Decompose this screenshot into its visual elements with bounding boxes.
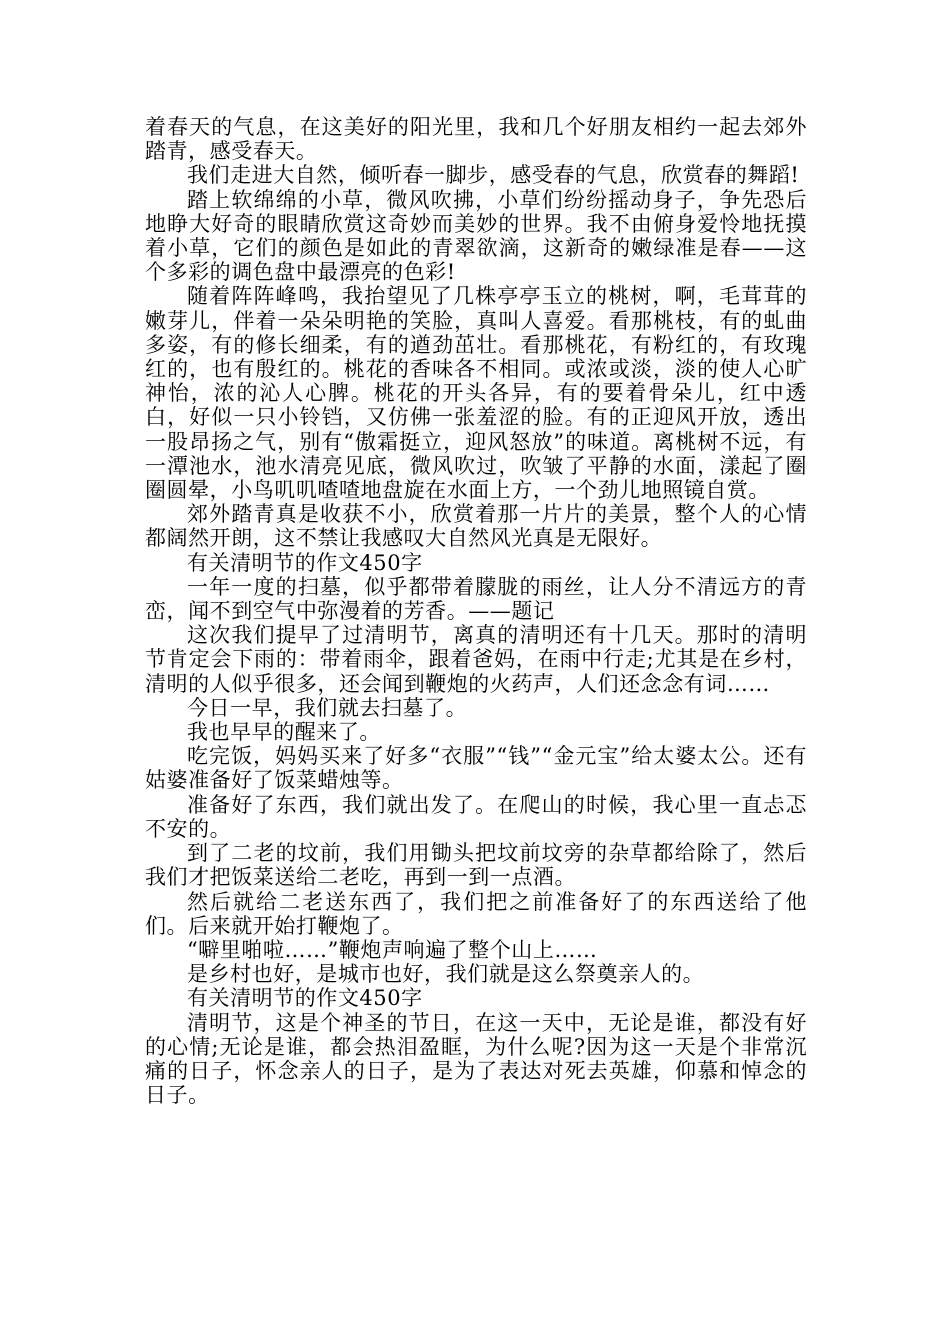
essay-heading: 有关清明节的作文450字 bbox=[187, 986, 423, 1011]
paragraph: 郊外踏青真是收获不小，欣赏着那一片片的美景，整个人的心情都阔然开朗，这不禁让我感叹大自然风光真是无限好。 bbox=[145, 502, 807, 551]
paragraph: 这次我们提早了过清明节，离真的清明还有十几天。那时的清明节肯定会下雨的：带着雨伞，跟着爸妈，在雨中行走;尤其是在乡村，清明的人似乎很多，还会闻到鞭炮的火药声，人们还念念有词…… bbox=[145, 623, 807, 696]
paragraph: 吃完饭，妈妈买来了好多“衣服”“钱”“金元宝”给太婆太公。还有姑婆准备好了饭菜蜡烛等。 bbox=[145, 744, 807, 793]
paragraph: 今日一早，我们就去扫墓了。 bbox=[187, 695, 468, 720]
document-page bbox=[145, 115, 807, 1107]
paragraph: 随着阵阵峰鸣，我抬望见了几株亭亭玉立的桃树，啊，毛茸茸的嫩芽儿，伴着一朵朵明艳的笑脸，真叫人喜爱。看那桃枝，有的虬曲多姿，有的修长细柔，有的遒劲茁壮。看那桃花，有粉红的，有玫瑰红的，也有殷红的。桃花的香味各不相同。或浓或淡，淡的使人心旷神怡，浓的沁人心脾。桃花的开头各异，有的要着骨朵儿，红中透白，好似一只小铃铛，又仿佛一张羞涩的脸。有的正迎风开放，透出一股昂扬之气，别有“傲霜挺立，迎风怒放”的味道。离桃树不远，有一潭池水，池水清亮见底，微风吹过，吹皱了平静的水面，漾起了圈圈圆晕，小鸟叽叽喳喳地盘旋在水面上方，一个劲儿地照镜自赏。 bbox=[145, 284, 807, 503]
paragraph: 然后就给二老送东西了，我们把之前准备好了的东西送给了他们。后来就开始打鞭炮了。 bbox=[145, 889, 807, 938]
paragraph: “噼里啪啦……”鞭炮声响遍了整个山上…… bbox=[187, 937, 598, 962]
paragraph: 一年一度的扫墓，似乎都带着朦胧的雨丝，让人分不清远方的青峦，闻不到空气中弥漫着的芳香。——题记 bbox=[145, 574, 807, 624]
paragraph: 踏上软绵绵的小草，微风吹拂，小草们纷纷摇动身子，争先恐后地睁大好奇的眼睛欣赏这奇妙而美妙的世界。我不由俯身爱怜地抚摸着小草，它们的颜色是如此的青翠欲滴，这新奇的嫩绿准是春——这个多彩的调色盘中最漂亮的色彩! bbox=[145, 187, 807, 285]
paragraph: 是乡村也好，是城市也好，我们就是这么祭奠亲人的。 bbox=[187, 962, 705, 987]
paragraph: 清明节，这是个神圣的节日，在这一天中，无论是谁，都没有好的心情;无论是谁，都会热泪盈眶，为什么呢?因为这一天是个非常沉痛的日子，怀念亲人的日子，是为了表达对死去英雄，仰慕和悼念的日子。 bbox=[145, 1010, 807, 1108]
paragraph: 我也早早的醒来了。 bbox=[187, 720, 381, 745]
paragraph-continued: 着春天的气息，在这美好的阳光里，我和几个好朋友相约一起去郊外踏青，感受春天。 bbox=[145, 115, 807, 164]
paragraph: 我们走进大自然，倾听春一脚步，感受春的气息，欣赏春的舞蹈! bbox=[187, 163, 800, 188]
essay-heading: 有关清明节的作文450字 bbox=[187, 550, 423, 575]
paragraph: 准备好了东西，我们就出发了。在爬山的时候，我心里一直忐忑不安的。 bbox=[145, 792, 807, 841]
paragraph: 到了二老的坟前，我们用锄头把坟前坟旁的杂草都给除了，然后我们才把饭菜送给二老吃，再到一到一点酒。 bbox=[145, 841, 807, 890]
